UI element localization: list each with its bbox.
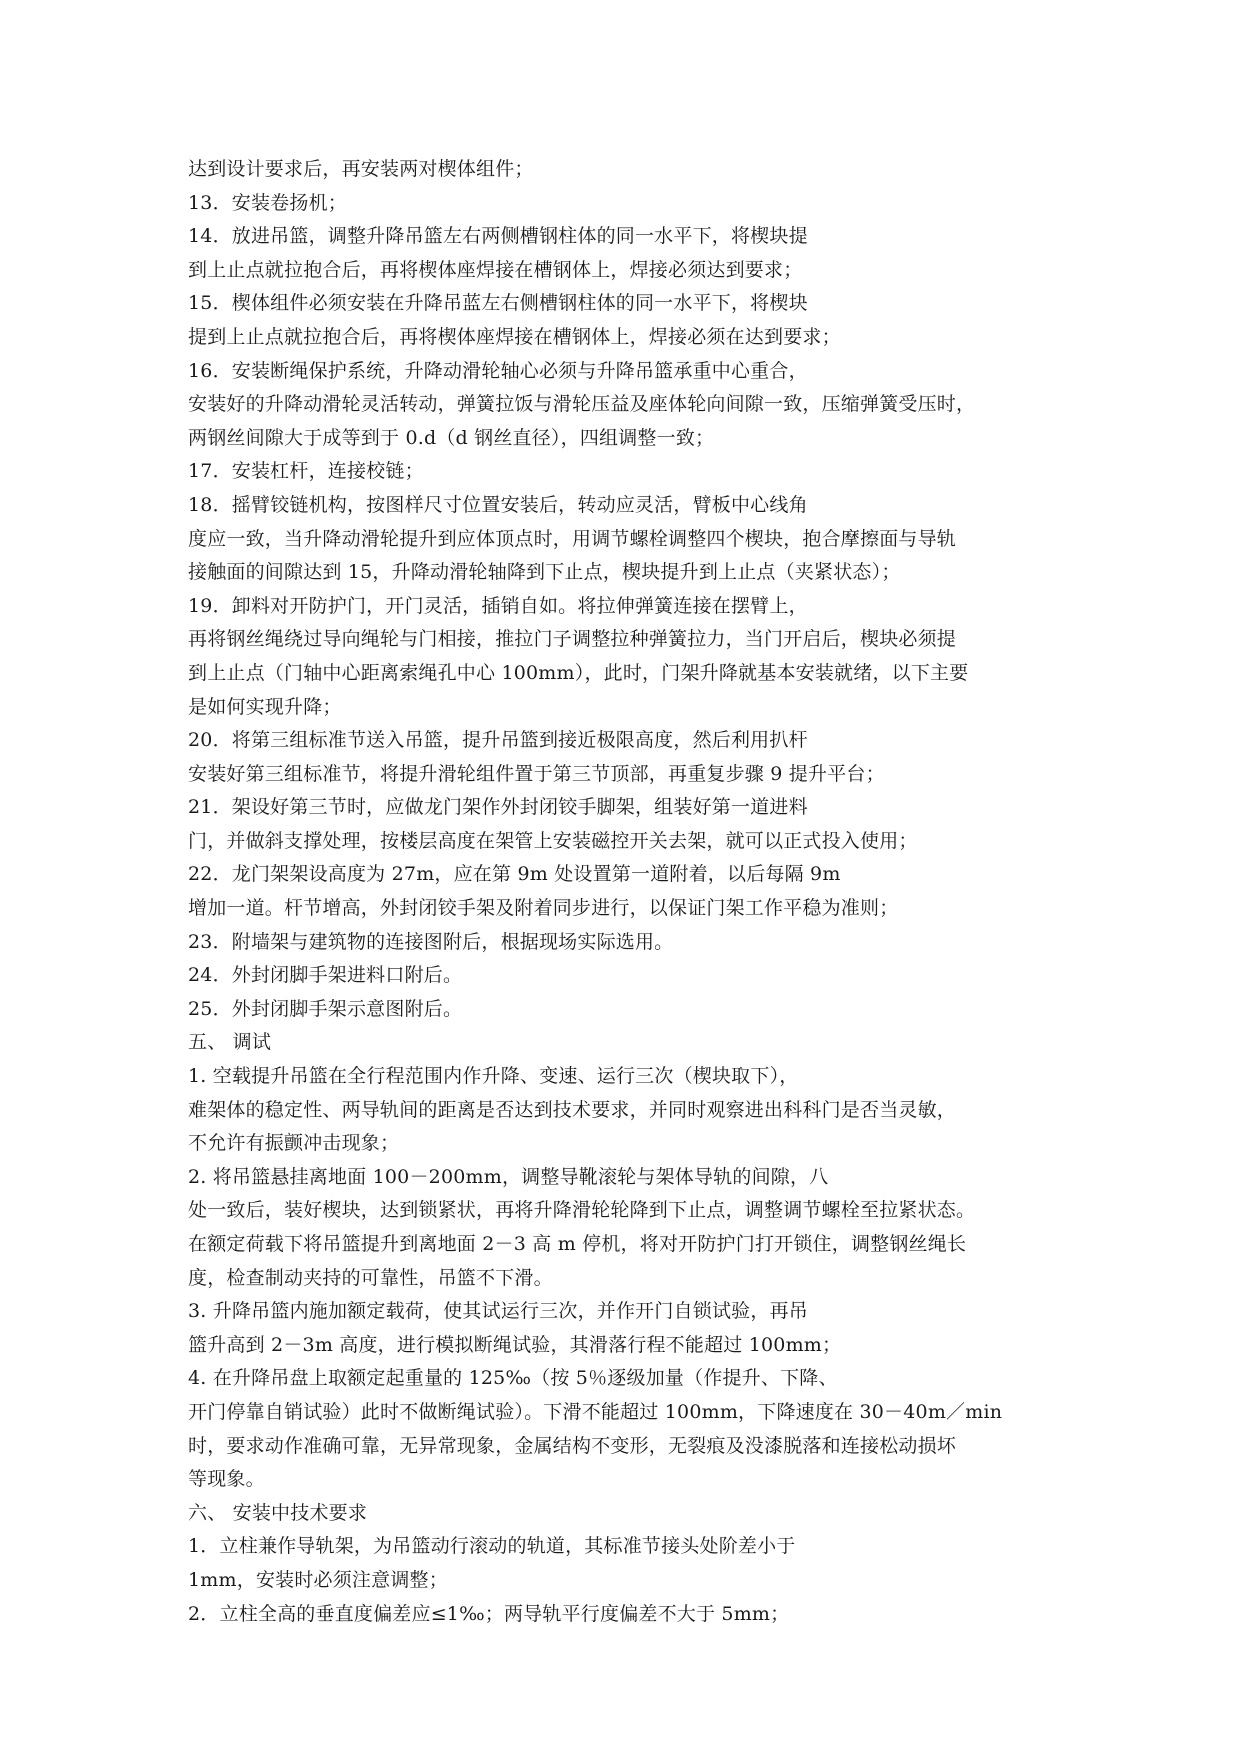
text-line: 度，检查制动夹持的可靠性，吊篮不下滑。 <box>188 1266 553 1289</box>
text-line: 18．摇臂铰链机构，按图样尺寸位置安装后，转动应灵活，臂板中心线角 <box>188 493 808 516</box>
text-line: 到上止点（门轴中心距离索绳孔中心 100mm），此时，门架升降就基本安装就绪，以下主要 <box>188 661 969 684</box>
text-line: 16．安装断绳保护系统，升降动滑轮轴心必须与升降吊篮承重中心重合， <box>188 359 808 382</box>
text-line: 1. 空载提升吊篮在全行程范围内作升降、变速、运行三次（楔块取下）， <box>188 1065 799 1088</box>
text-line: 22．龙门架架设高度为 27m，应在第 9m 处设置第一道附着，以后每隔 9m <box>188 863 841 886</box>
text-line: 2．立柱全高的垂直度偏差应≤1‰；两导轨平行度偏差不大于 5mm； <box>188 1602 790 1625</box>
text-line: 安装好的升降动滑轮灵活转动，弹簧拉饭与滑轮压益及座体轮向间隙一致，压缩弹簧受压时， <box>188 393 976 416</box>
text-line: 增加一道。杆节增高，外封闭铰手架及附着同步进行，以保证门架工作平稳为准则； <box>188 897 899 920</box>
text-line: 13．安装卷扬机； <box>188 191 347 214</box>
text-line: 19．卸料对开防护门，开门灵活，插销自如。将拉伸弹簧连接在摆臂上， <box>188 594 808 617</box>
text-line: 15．楔体组件必须安装在升降吊蓝左右侧槽钢柱体的同一水平下，将楔块 <box>188 292 808 315</box>
text-line: 两钢丝间隙大于成等到于 0.d（d 钢丝直径），四组调整一致； <box>188 426 715 449</box>
text-line: 不允许有振颤冲击现象； <box>188 1132 400 1155</box>
text-line: 是如何实现升降； <box>188 695 342 718</box>
text-line: 达到设计要求后，再安装两对楔体组件； <box>188 158 534 180</box>
text-line: 开门停靠自销试验）此时不做断绳试验）。下滑不能超过 100mm，下降速度在 30－40m／min <box>188 1400 1003 1423</box>
text-line: 接触面的间隙达到 15，升降动滑轮轴降到下止点，楔块提升到上止点（夹紧状态）； <box>188 561 901 584</box>
text-line: 20．将第三组标准节送入吊篮，提升吊篮到接近极限高度，然后利用扒杆 <box>188 729 808 752</box>
text-line: 六、 安装中技术要求 <box>188 1501 368 1524</box>
text-line: 提到上止点就拉抱合后，再将楔体座焊接在槽钢体上，焊接必须在达到要求； <box>188 325 841 348</box>
text-line: 2. 将吊篮悬挂离地面 100－200mm，调整导靴滚轮与架体导轨的间隙，八 <box>188 1165 829 1188</box>
text-line: 安装好第三组标准节，将提升滑轮组件置于第三节顶部，再重复步骤 9 提升平台； <box>188 762 885 785</box>
text-line: 难架体的稳定性、两导轨间的距离是否达到技术要求，并同时观察进出科科门是否当灵敏， <box>188 1098 957 1121</box>
text-line: 25．外封闭脚手架示意图附后。 <box>188 997 463 1020</box>
text-line: 五、 调试 <box>188 1031 272 1054</box>
text-line: 24．外封闭脚手架进料口附后。 <box>188 964 463 987</box>
text-line: 篮升高到 2－3m 高度，进行模拟断绳试验，其滑落行程不能超过 100mm； <box>188 1333 842 1356</box>
text-line: 17．安装杠杆，连接校链； <box>188 460 424 483</box>
text-line: 3. 升降吊篮内施加额定载荷，使其试运行三次，并作开门自锁试验，再吊 <box>188 1300 808 1323</box>
text-line: 1mm，安装时必须注意调整； <box>188 1568 448 1591</box>
text-line: 再将钢丝绳绕过导向绳轮与门相接，推拉门子调整拉种弹簧拉力，当门开启后，楔块必须提 <box>188 628 957 651</box>
text-line: 门，并做斜支撑处理，按楼层高度在架管上安装磁控开关去架，就可以正式投入使用； <box>188 829 918 852</box>
text-line: 21．架设好第三节时，应做龙门架作外封闭铰手脚架，组装好第一道进料 <box>188 796 808 819</box>
text-line: 到上止点就拉抱合后，再将楔体座焊接在槽钢体上，焊接必须达到要求； <box>188 258 803 281</box>
text-line: 23．附墙架与建筑物的连接图附后，根据现场实际选用。 <box>188 930 674 953</box>
text-line: 时，要求动作准确可靠，无异常现象，金属结构不变形，无裂痕及没漆脱落和连接松动损坏 <box>188 1434 957 1457</box>
text-line: 在额定荷载下将吊篮提升到离地面 2－3 高 m 停机，将对开防护门打开锁住，调整钢丝绳长 <box>188 1233 967 1255</box>
text-line: 度应一致，当升降动滑轮提升到应体顶点时，用调节螺栓调整四个楔块，抱合摩擦面与导轨 <box>188 527 957 550</box>
text-line: 1．立柱兼作导轨架，为吊篮动行滚动的轨道，其标准节接头处阶差小于 <box>188 1535 796 1558</box>
text-line: 处一致后，装好楔块，达到锁紧状，再将升降滑轮轮降到下止点，调整调节螺栓至拉紧状态。 <box>188 1199 976 1222</box>
text-line: 14．放进吊篮，调整升降吊篮左右两侧槽钢柱体的同一水平下，将楔块提 <box>188 225 808 248</box>
text-line: 等现象。 <box>188 1468 265 1491</box>
document-body <box>188 153 1068 1631</box>
text-line: 4. 在升降吊盘上取额定起重量的 125‰（按 5％逐级加量（作提升、下降、 <box>188 1367 838 1390</box>
